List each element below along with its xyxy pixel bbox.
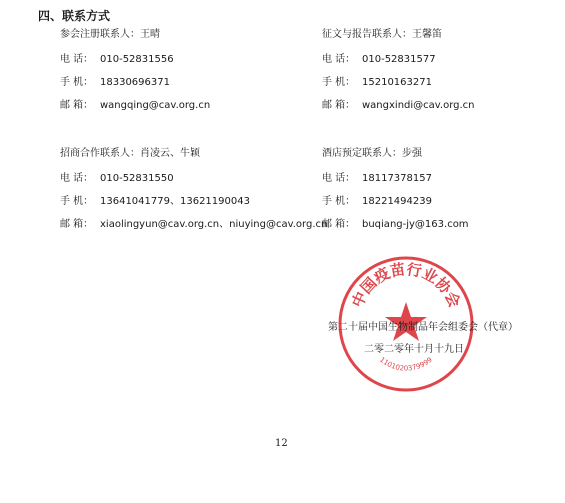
- contact-phone-row: [60, 54, 174, 66]
- contact-mobile-row: [60, 196, 250, 208]
- contact-title-sponsorship: 招商合作联系人：肖凌云、牛颖: [60, 148, 200, 159]
- email-label: 邮 箱：: [322, 100, 356, 111]
- mobile-label: 手 机：: [60, 77, 94, 88]
- email-link[interactable]: wangxindi@cav.org.cn: [362, 100, 475, 111]
- phone-value: 010-52831577: [362, 54, 436, 65]
- contact-mobile-row: [322, 196, 432, 208]
- phone-label: 电 话：: [322, 54, 356, 65]
- contact-mobile-row: [322, 77, 432, 89]
- phone-value: 010-52831550: [100, 173, 174, 184]
- contact-mobile-row: [60, 77, 170, 89]
- mobile-value: 13641041779、13621190043: [100, 196, 250, 207]
- contact-email-row: [60, 219, 327, 231]
- seal-text: 中国疫苗行业协会: [348, 260, 464, 311]
- section-heading: 四、联系方式: [38, 9, 111, 23]
- mobile-value: 15210163271: [362, 77, 432, 88]
- email-label: 邮 箱：: [60, 100, 94, 111]
- contact-phone-row: [322, 54, 436, 66]
- contact-email-row: [60, 100, 210, 112]
- mobile-label: 手 机：: [322, 196, 356, 207]
- contact-email-row: [322, 100, 475, 112]
- svg-text:1101020379999: [378, 356, 434, 373]
- page-number: 12: [275, 438, 288, 449]
- phone-label: 电 话：: [60, 54, 94, 65]
- email-link[interactable]: wangqing@cav.org.cn: [100, 100, 211, 111]
- contact-title-registration: 参会注册联系人：王晴: [60, 29, 160, 40]
- mobile-value: 18330696371: [100, 77, 170, 88]
- organizer-signature: 第二十届中国生物制品年会组委会（代章）: [328, 322, 518, 333]
- contact-email-row: [322, 219, 469, 231]
- phone-value: 010-52831556: [100, 54, 174, 65]
- email-label: 邮 箱：: [322, 219, 356, 230]
- phone-value: 18117378157: [362, 173, 432, 184]
- contact-title-hotel: 酒店预定联系人：步强: [322, 148, 422, 159]
- email-label: 邮 箱：: [60, 219, 94, 230]
- seal-number: 1101020379999: [378, 355, 434, 373]
- contact-phone-row: [322, 173, 432, 185]
- mobile-label: 手 机：: [60, 196, 94, 207]
- contact-phone-row: [60, 173, 174, 185]
- signature-date: 二零二零年十月十九日: [364, 344, 464, 355]
- phone-label: 电 话：: [60, 173, 94, 184]
- mobile-label: 手 机：: [322, 77, 356, 88]
- phone-label: 电 话：: [322, 173, 356, 184]
- mobile-value: 18221494239: [362, 196, 432, 207]
- email-link[interactable]: buqiang-jy@163.com: [362, 219, 469, 230]
- contact-title-papers: 征文与报告联系人：王馨笛: [322, 29, 442, 40]
- email-link[interactable]: xiaolingyun@cav.org.cn、niuying@cav.org.cn: [100, 219, 328, 230]
